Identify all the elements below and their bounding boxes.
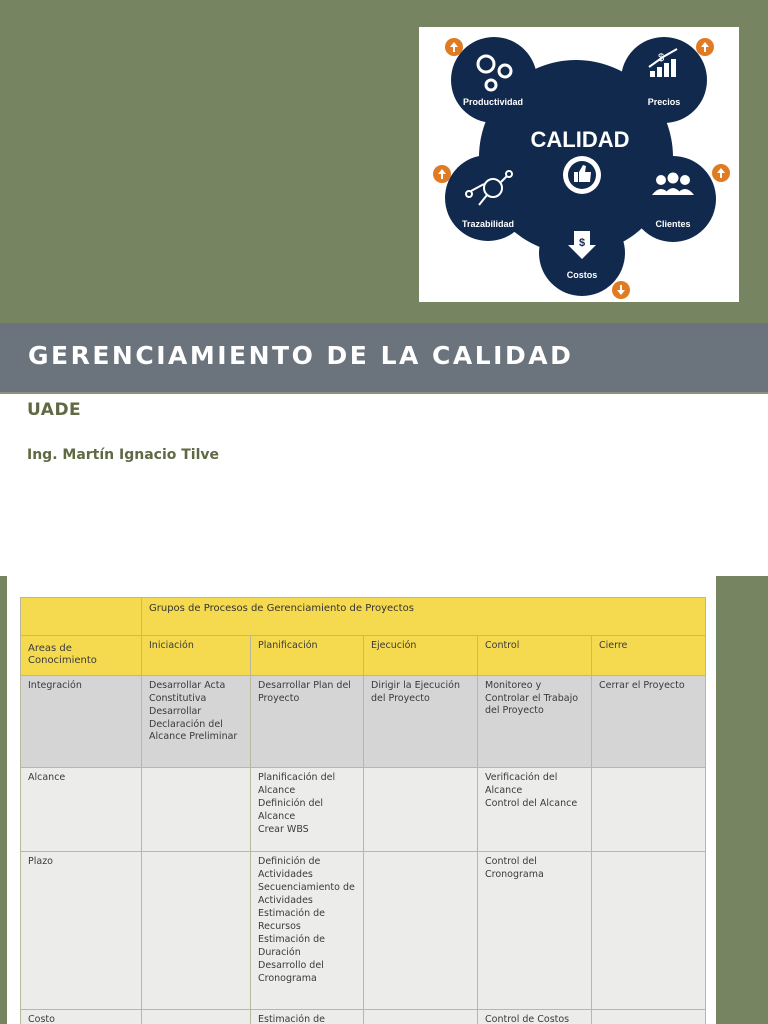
table-cell bbox=[364, 1010, 478, 1024]
left-olive-strip bbox=[0, 576, 7, 1024]
column-header-cierre: Cierre bbox=[592, 636, 706, 676]
table-row bbox=[21, 676, 706, 768]
organization-name: UADE bbox=[27, 400, 82, 420]
title-bar bbox=[0, 323, 768, 394]
table-row bbox=[21, 852, 706, 1010]
process-groups-table bbox=[20, 597, 706, 1024]
table-cell bbox=[364, 852, 478, 1010]
table-corner-cell bbox=[21, 598, 142, 636]
table-row bbox=[21, 1010, 706, 1024]
areas-column-header: Areas de Conocimiento bbox=[21, 636, 142, 676]
table-cell bbox=[142, 676, 251, 768]
process-item: Desarrollo del Cronograma bbox=[258, 960, 324, 984]
table-cell bbox=[364, 676, 478, 768]
process-item: Monitoreo y Controlar el Trabajo del Proyecto bbox=[485, 680, 579, 716]
process-item: Cerrar el Proyecto bbox=[599, 680, 685, 691]
table-cell bbox=[478, 1010, 592, 1024]
process-item: Desarrollar Declaración del Alcance Preliminar bbox=[149, 706, 238, 742]
table-cell bbox=[251, 676, 364, 768]
process-item: Verificación del Alcance bbox=[485, 772, 558, 796]
table-cell bbox=[478, 852, 592, 1010]
table-cell bbox=[142, 1010, 251, 1024]
right-olive-strip bbox=[716, 576, 768, 1024]
thumbs-up-badge-icon bbox=[563, 156, 601, 194]
process-item: Definición de Actividades bbox=[258, 856, 321, 880]
table-cell bbox=[364, 768, 478, 852]
table-cell bbox=[251, 768, 364, 852]
process-item: Secuenciamiento de Actividades bbox=[258, 882, 355, 906]
process-item: Estimación de Duración bbox=[258, 934, 325, 958]
page-title: GERENCIAMIENTO DE LA CALIDAD bbox=[28, 341, 574, 370]
svg-text:$: $ bbox=[658, 52, 665, 64]
table-cell bbox=[592, 1010, 706, 1024]
column-header-planificacion: Planificación bbox=[251, 636, 364, 676]
table-cell bbox=[142, 768, 251, 852]
table-cell bbox=[592, 768, 706, 852]
area-name: Integración bbox=[21, 676, 142, 768]
trazabilidad-label: Trazabilidad bbox=[461, 219, 515, 229]
process-item: Control del Alcance bbox=[485, 798, 578, 809]
process-groups-title: Grupos de Procesos de Gerenciamiento de Proyectos bbox=[142, 598, 706, 636]
table-cell bbox=[592, 852, 706, 1010]
process-item: Definición del Alcance bbox=[258, 798, 324, 822]
calidad-center-title: CALIDAD bbox=[530, 127, 630, 152]
process-item: Crear WBS bbox=[258, 824, 309, 835]
precios-label: Precios bbox=[647, 97, 681, 107]
column-header-control: Control bbox=[478, 636, 592, 676]
area-name: Alcance bbox=[21, 768, 142, 852]
process-item: Desarrollar Plan del Proyecto bbox=[258, 680, 351, 704]
table-row bbox=[21, 768, 706, 852]
process-item: Control del Cronograma bbox=[485, 856, 544, 880]
clientes-label: Clientes bbox=[655, 219, 691, 229]
process-item: Dirigir la Ejecución del Proyecto bbox=[371, 680, 461, 704]
column-header-ejecucion: Ejecución bbox=[364, 636, 478, 676]
costos-label: Costos bbox=[566, 270, 598, 280]
table-cell bbox=[478, 768, 592, 852]
table-cell bbox=[592, 676, 706, 768]
process-item: Estimación de bbox=[258, 1014, 325, 1024]
process-table-slide bbox=[7, 576, 716, 1024]
svg-text:$: $ bbox=[578, 237, 586, 249]
calidad-hero-image bbox=[419, 27, 739, 302]
area-name: Costo bbox=[21, 1010, 142, 1024]
column-header-iniciacion: Iniciación bbox=[142, 636, 251, 676]
table-cell bbox=[251, 1010, 364, 1024]
table-cell bbox=[251, 852, 364, 1010]
author-name: Ing. Martín Ignacio Tilve bbox=[27, 447, 220, 463]
process-item: Control de Costos bbox=[485, 1014, 570, 1024]
process-item: Estimación de Recursos bbox=[258, 908, 325, 932]
productividad-label: Productividad bbox=[462, 97, 524, 107]
process-item: Desarrollar Acta Constitutiva bbox=[149, 680, 226, 704]
table-cell bbox=[478, 676, 592, 768]
table-cell bbox=[142, 852, 251, 1010]
process-item: Planificación del Alcance bbox=[258, 772, 336, 796]
area-name: Plazo bbox=[21, 852, 142, 1010]
